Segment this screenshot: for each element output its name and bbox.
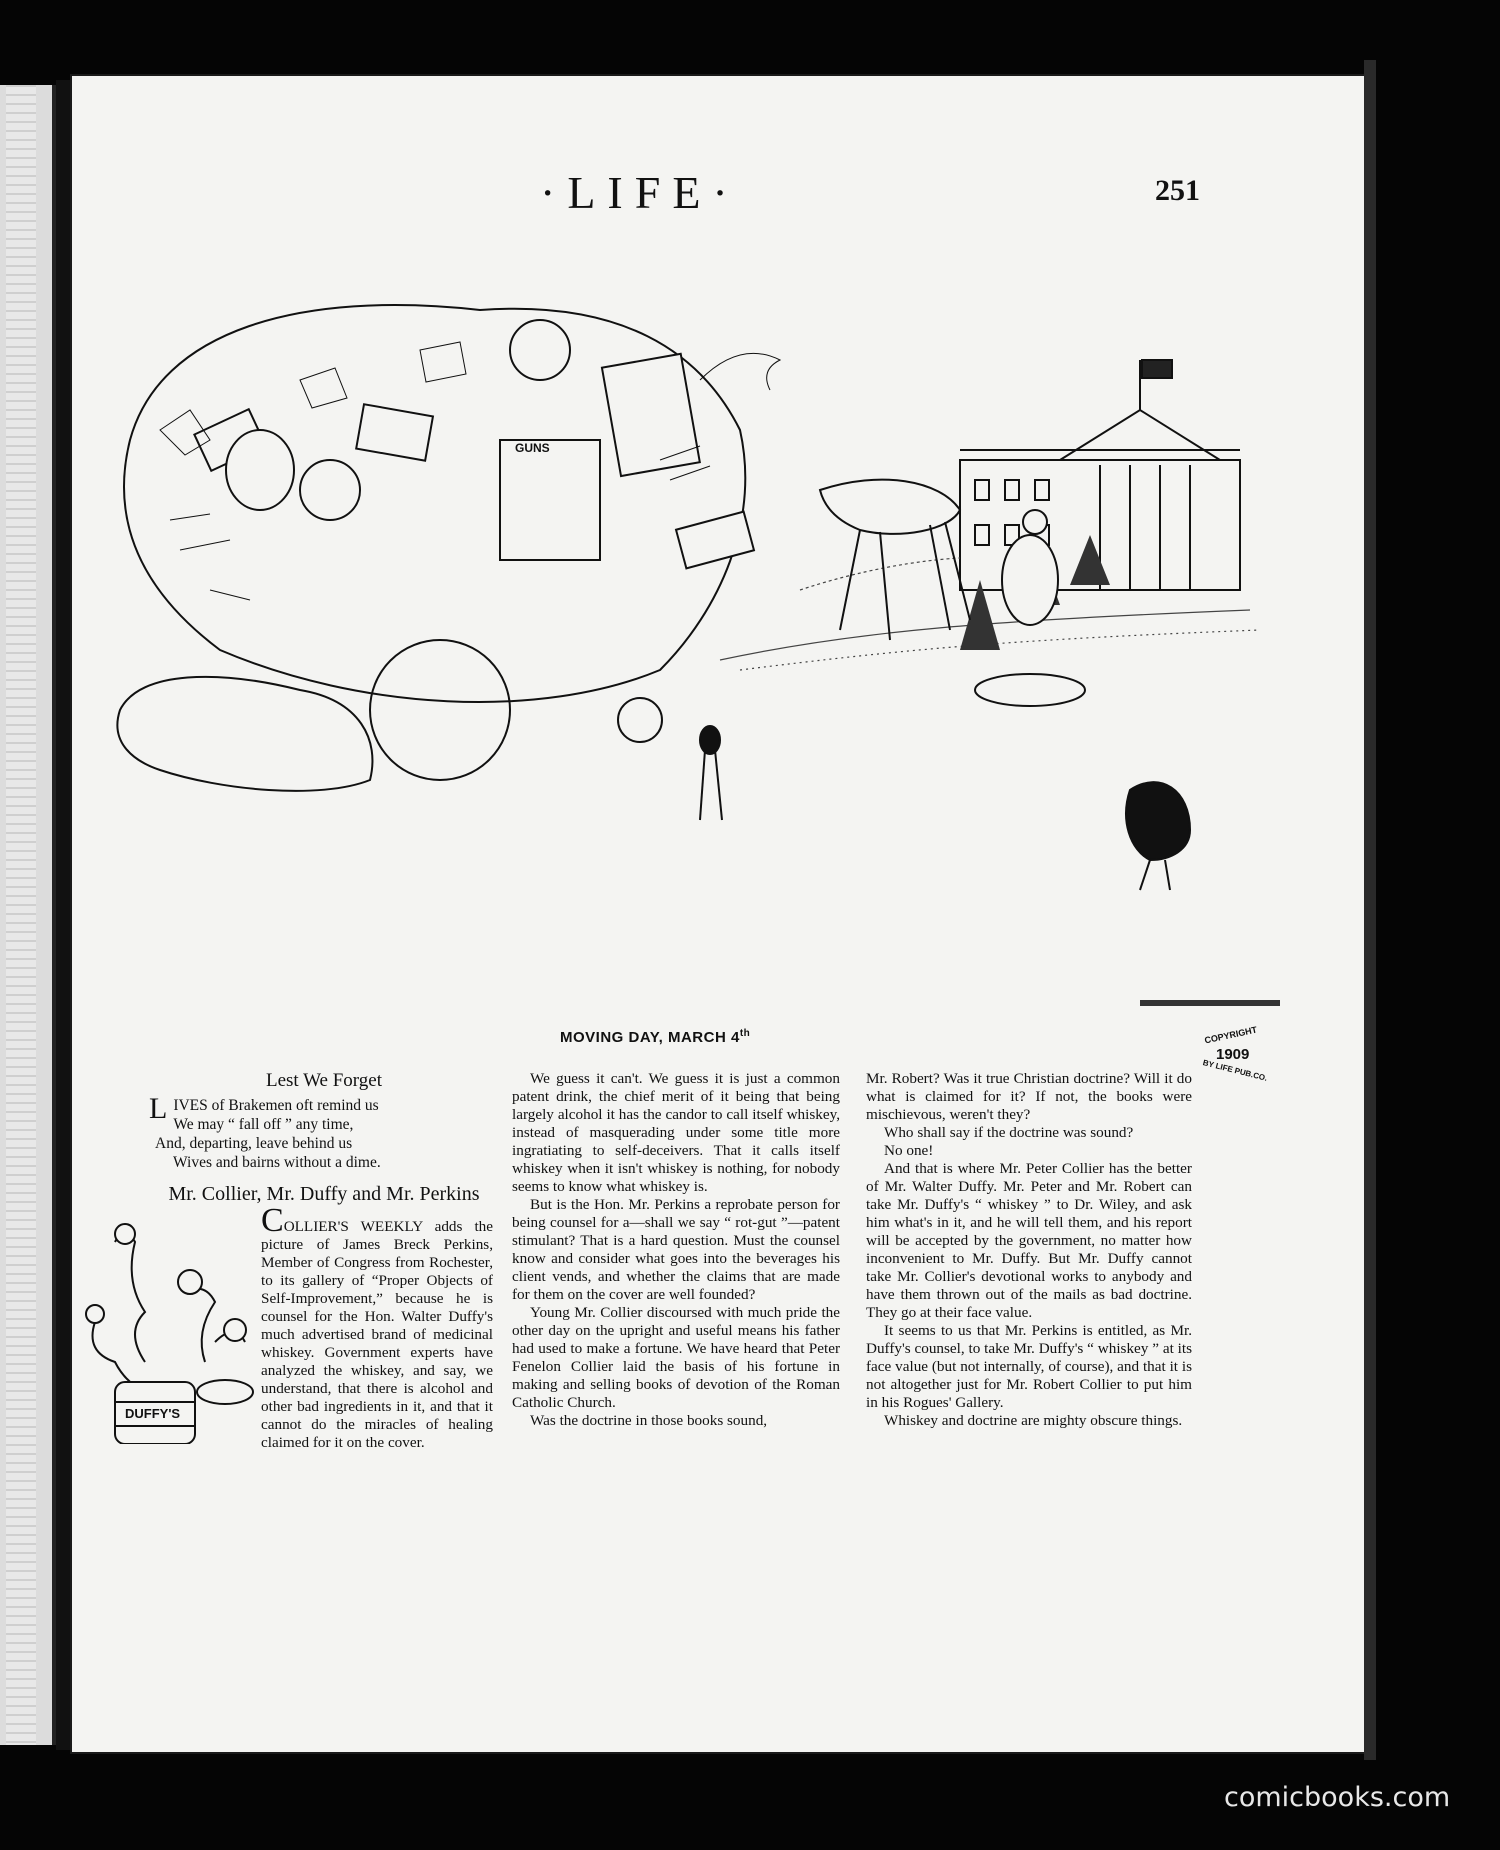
text-column-2 xyxy=(512,1070,840,1430)
guns-label: GUNS xyxy=(515,441,550,455)
text-column-3 xyxy=(866,1070,1192,1430)
paragraph: We guess it can't. We guess it is just a common patent drink, the chief merit of it being that being largely alcohol it has the candor to call itself whiskey, instead of masquerading under some title more ingratiating to self-deceivers. That it calls itself whiskey when it isn't whiskey is nothing, for nobody seems to know what whiskey is. xyxy=(512,1070,840,1195)
site-watermark: comicbooks.com xyxy=(1224,1782,1451,1813)
paragraph: Whiskey and doctrine are mighty obscure things. xyxy=(884,1412,1183,1429)
text-column-1 xyxy=(125,1070,493,1452)
page-number: 251 xyxy=(1155,174,1200,207)
paragraph: Young Mr. Collier discoursed with much pride the other day on the upright and useful means his father had used to make a fortune. We have heard that Peter Fenelon Collier laid the basis of his fortune in making and selling books of devotion of the Roman Catholic Church. xyxy=(512,1304,840,1411)
drop-cap-c: C xyxy=(261,1202,284,1239)
devil-barrel-illustration xyxy=(75,1212,255,1444)
previous-page-edge xyxy=(0,85,56,1745)
paragraph: Was the doctrine in those books sound, xyxy=(530,1412,768,1429)
vulture-figure xyxy=(1126,782,1190,890)
copyright-stamp: COPYRIGHT 1909 BY LIFE PUB.CO. xyxy=(1201,1024,1269,1083)
poem-title: Lest We Forget xyxy=(266,1070,382,1091)
page-edge-shadow xyxy=(1364,60,1376,1760)
paragraph: It seems to us that Mr. Perkins is entitled, as Mr. Duffy's counsel, to take Mr. Duffy's “ whiskey ” at its face value (but not internally, of course), and that it is not altogether just for Mr. Robert Collier to put him in his Rogues' Gallery. xyxy=(866,1322,1192,1411)
barrel-label: DUFFY'S xyxy=(125,1406,181,1421)
paragraph: Mr. Robert? Was it true Christian doctrine? Will it do what is claimed for it? If not, the books were mischievous, weren't they? xyxy=(866,1070,1192,1123)
paragraph: And that is where Mr. Peter Collier has the better of Mr. Walter Duffy. Mr. Peter and Mr. Robert can take Mr. Duffy's “ whiskey ” to Dr. Wiley, and ask him what's in it, and he will tell them, and his report will be accepted by the government, no matter how inconvenient to Mr. Duffy. But Mr. Duffy cannot take Mr. Collier's devotional works to anybody and have them thrown out of the mails as bad doctrine. They go at their face value. xyxy=(866,1160,1192,1321)
stork-figure xyxy=(700,726,722,820)
paragraph: COLLIER'S WEEKLY adds the picture of James Breck Perkins, Member of Congress from Rochester, to its gallery of “Proper Objects of Self-Improvement,” because he is counsel for the Hon. Walter Duffy's much advertised brand of medicinal whiskey. Government experts have analyzed the whiskey, and say, we understand, that there is alcohol and other bad ingredients in it, and that it cannot do the miracles of healing claimed for it on the cover. xyxy=(261,1202,493,1451)
drop-cap: L xyxy=(149,1092,168,1125)
cartoon-illustration xyxy=(100,290,1280,1025)
paragraph: No one! xyxy=(884,1142,934,1159)
poem: LIVES of Brakemen oft remind us We may “ fall off ” any time, And, departing, leave behind us Wives and bairns without a dime. xyxy=(149,1092,381,1171)
paragraph: But is the Hon. Mr. Perkins a reprobate person for being counsel for a—shall we say “ rot-gut ”—patent stimulant? That is a hard question. Must the counsel know and consider what goes into the beverages his client vends, and whether the claims that are made for them on the cover are well founded? xyxy=(512,1196,840,1303)
artist-signature xyxy=(1140,1000,1280,1006)
fountain xyxy=(975,674,1085,706)
white-house-drawing xyxy=(960,360,1240,590)
illustration-caption: MOVING DAY, MARCH 4th xyxy=(560,1028,751,1046)
paragraph: Who shall say if the doctrine was sound? xyxy=(884,1124,1134,1141)
article-title: Mr. Collier, Mr. Duffy and Mr. Perkins xyxy=(168,1183,480,1205)
masthead: ·LIFE· xyxy=(540,167,740,218)
